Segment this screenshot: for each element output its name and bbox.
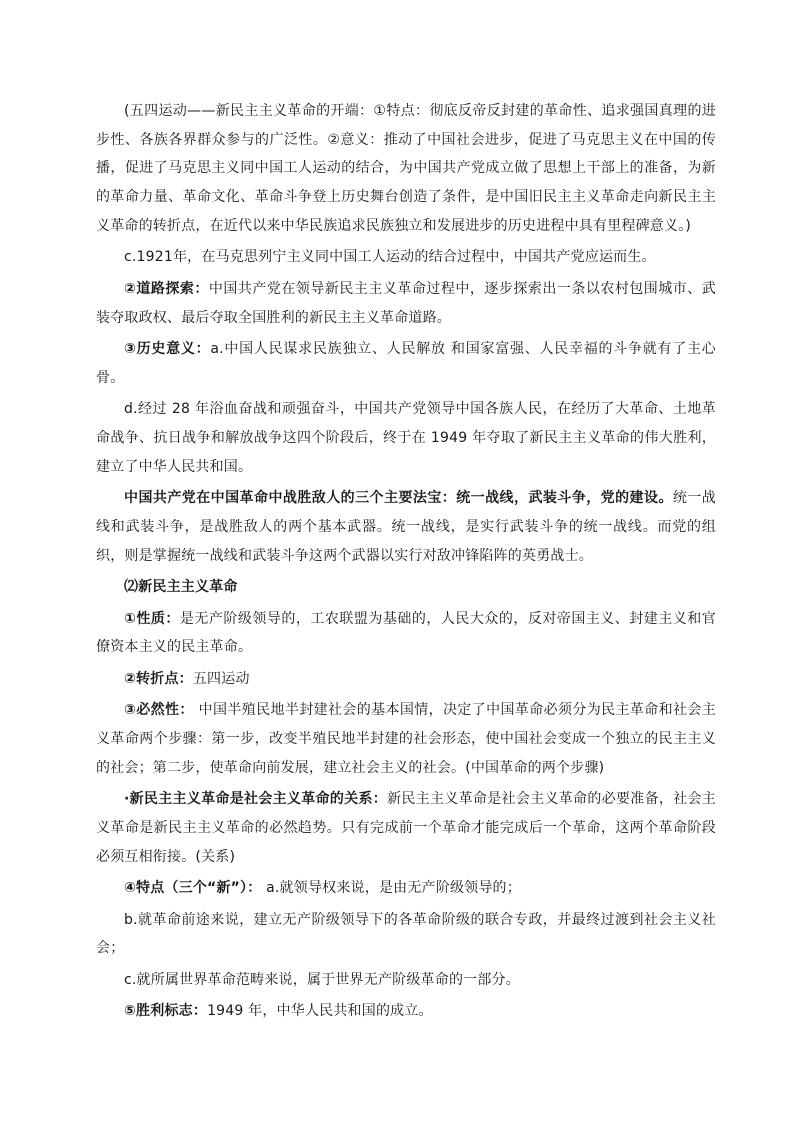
section-heading-new-democratic-revolution [96, 573, 716, 602]
heading-run: ②转折点： [124, 670, 193, 687]
text-run: c.就所属世界革命范畴来说，属于世界无产阶级革命的一部分。 [124, 971, 520, 988]
text-run: 统一战线和武装斗争，是战胜敌人的两个基本武器。统一战线，是实行武装斗争的统一战线。而党的组织，则是掌握统一战线和武装斗争这两个武器以实行对敌冲锋陷阵的英勇战士。 [96, 490, 716, 564]
heading-run: ②道路探索： [124, 280, 209, 297]
text-run: a.中国人民谋求民族独立、人民解放 和国家富强、人民幸福的斗争就有了主心骨。 [96, 341, 716, 386]
document-body [96, 97, 716, 1026]
paragraph-historical-significance [96, 335, 716, 392]
paragraph-three-magic-weapons [96, 484, 716, 570]
paragraph-turning-point [96, 665, 716, 694]
paragraph-characteristics [96, 874, 716, 903]
paragraph-characteristic-c [96, 966, 716, 995]
text-run: c.1921年，在马克思列宁主义同中国工人运动的结合过程中，中国共产党应运而生。 [124, 249, 656, 266]
paragraph-characteristic-b [96, 906, 716, 963]
text-run: 中国半殖民地半封建社会的基本国情，决定了中国革命必须分为民主革命和社会主义革命两个步骤：第一步，改变半殖民地半封建的社会形态，使中国社会变成一个独立的民主主义的社会；第二步，使革命向前发展，建立社会主义的社会。(中国革命的两个步骤) [96, 702, 716, 776]
text-run: b.就革命前途来说，建立无产阶级领导下的各革命阶级的联合专政，并最终过渡到社会主义社会； [96, 911, 716, 957]
paragraph-inevitability [96, 696, 716, 782]
text-run: 五四运动 [192, 670, 250, 687]
heading-run: ①性质： [124, 610, 180, 627]
text-run: 1949 年，中华人民共和国的成立。 [207, 1003, 433, 1020]
heading-run: ③必然性： [124, 702, 194, 719]
heading-run: ·新民主主义革命是社会主义革命的关系： [124, 791, 388, 808]
paragraph-relationship [96, 785, 716, 871]
heading-run: ④特点（三个“新”）： [124, 880, 262, 897]
paragraph-28-years [96, 395, 716, 481]
paragraph-may-fourth [96, 97, 716, 241]
text-run: 是无产阶级领导的，工农联盟为基础的，人民大众的，反对帝国主义、封建主义和官僚资本主义的民主革命。 [96, 610, 717, 656]
paragraph-road-exploration [96, 275, 716, 332]
heading-run: ⑵新民主主义革命 [124, 579, 238, 596]
heading-run: 中国共产党在中国革命中战胜敌人的三个主要法宝：统一战线，武装斗争，党的建设。 [124, 490, 673, 507]
heading-run: ③历史意义： [124, 341, 211, 358]
paragraph-victory-sign [96, 997, 716, 1026]
heading-run: ⑤胜利标志： [124, 1003, 208, 1020]
paragraph-party-founding [96, 243, 716, 272]
text-run: a.就领导权来说，是由无产阶级领导的； [261, 880, 521, 897]
text-run: 新民主主义革命是社会主义革命的必要准备，社会主义革命是新民主主义革命的必然趋势。只有完成前一个革命才能完成后一个革命，这两个革命阶段必须互相衔接。(关系) [96, 791, 716, 865]
text-run: d.经过 28 年浴血奋战和顽强奋斗，中国共产党领导中国各族人民，在经历了大革命、土地革命战争、抗日战争和解放战争这四个阶段后，终于在 1949 年夺取了新民主主义革命的伟大胜利，建立了中华人民共和国。 [96, 401, 716, 475]
text-run: (五四运动——新民主主义革命的开端：①特点：彻底反帝反封建的革命性、追求强国真理的进步性、各族各界群众参与的广泛性。②意义：推动了中国社会进步，促进了马克思主义在中国的传播，促进了马克思主义同中国工人运动的结合，为中国共产党成立做了思想上干部上的准备，为新的革命力量、革命文化、革命斗争登上历史舞台创造了条件，是中国旧民主主义革命走向新民主主义革命的转折点，在近代以来中华民族追求民族独立和发展进步的历史进程中具有里程碑意义。) [96, 103, 716, 234]
text-run: 中国共产党在领导新民主主义革命过程中，逐步探索出一条以农村包围城市、武装夺取政权、最后夺取全国胜利的新民主主义革命道路。 [96, 280, 717, 326]
paragraph-nature [96, 605, 716, 662]
